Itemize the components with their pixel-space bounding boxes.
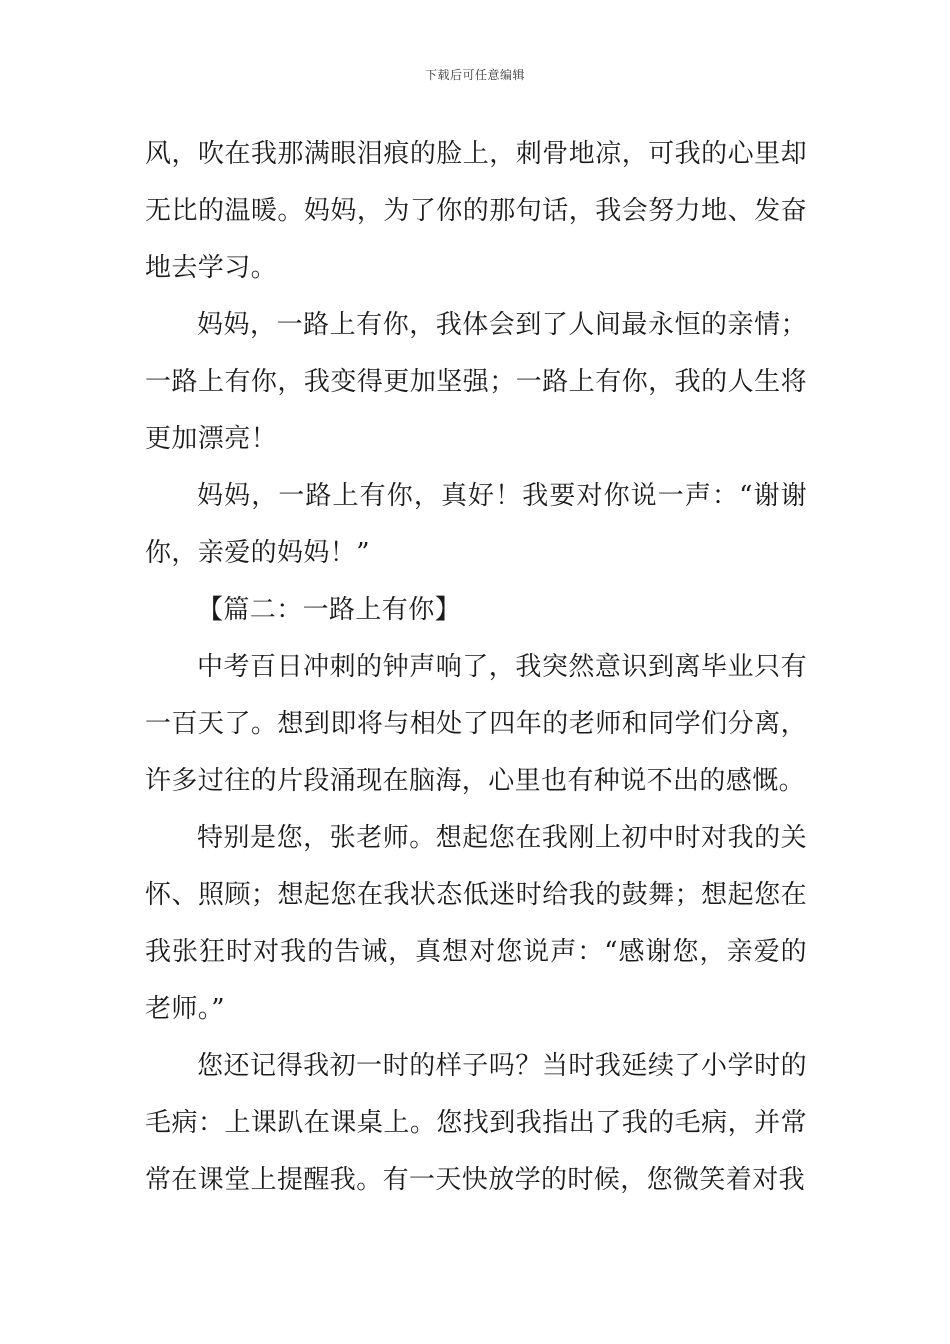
paragraph: 妈妈，一路上有你，我体会到了人间最永恒的亲情；一路上有你，我变得更加坚强；一路上有你，我的人生将更加漂亮！ <box>145 310 807 454</box>
paragraph: 中考百日冲刺的钟声响了，我突然意识到离毕业只有一百天了。想到即将与相处了四年的老师和同学们分离，许多过往的片段涌现在脑海，心里也有种说不出的感慨。 <box>145 652 807 796</box>
section-heading: 【篇二：一路上有你】 <box>197 595 462 625</box>
paragraph: 妈妈，一路上有你，真好！我要对你说一声：“谢谢你，亲爱的妈妈！” <box>145 481 807 568</box>
document-body <box>145 126 807 1209</box>
paragraph: 您还记得我初一时的样子吗？当时我延续了小学时的毛病：上课趴在课桌上。您找到我指出了我的毛病，并常常在课堂上提醒我。有一天快放学的时候，您微笑着对我 <box>145 1051 807 1195</box>
paragraph: 特别是您，张老师。想起您在我刚上初中时对我的关怀、照顾；想起您在我状态低迷时给我的鼓舞；想起您在我张狂时对我的告诫，真想对您说声：“感谢您，亲爱的老师。” <box>145 823 807 1024</box>
page-header-watermark: 下载后可任意编辑 <box>424 68 525 82</box>
paragraph-continuation: 风，吹在我那满眼泪痕的脸上，刺骨地凉，可我的心里却无比的温暖。妈妈，为了你的那句话，我会努力地、发奋地去学习。 <box>145 139 807 283</box>
